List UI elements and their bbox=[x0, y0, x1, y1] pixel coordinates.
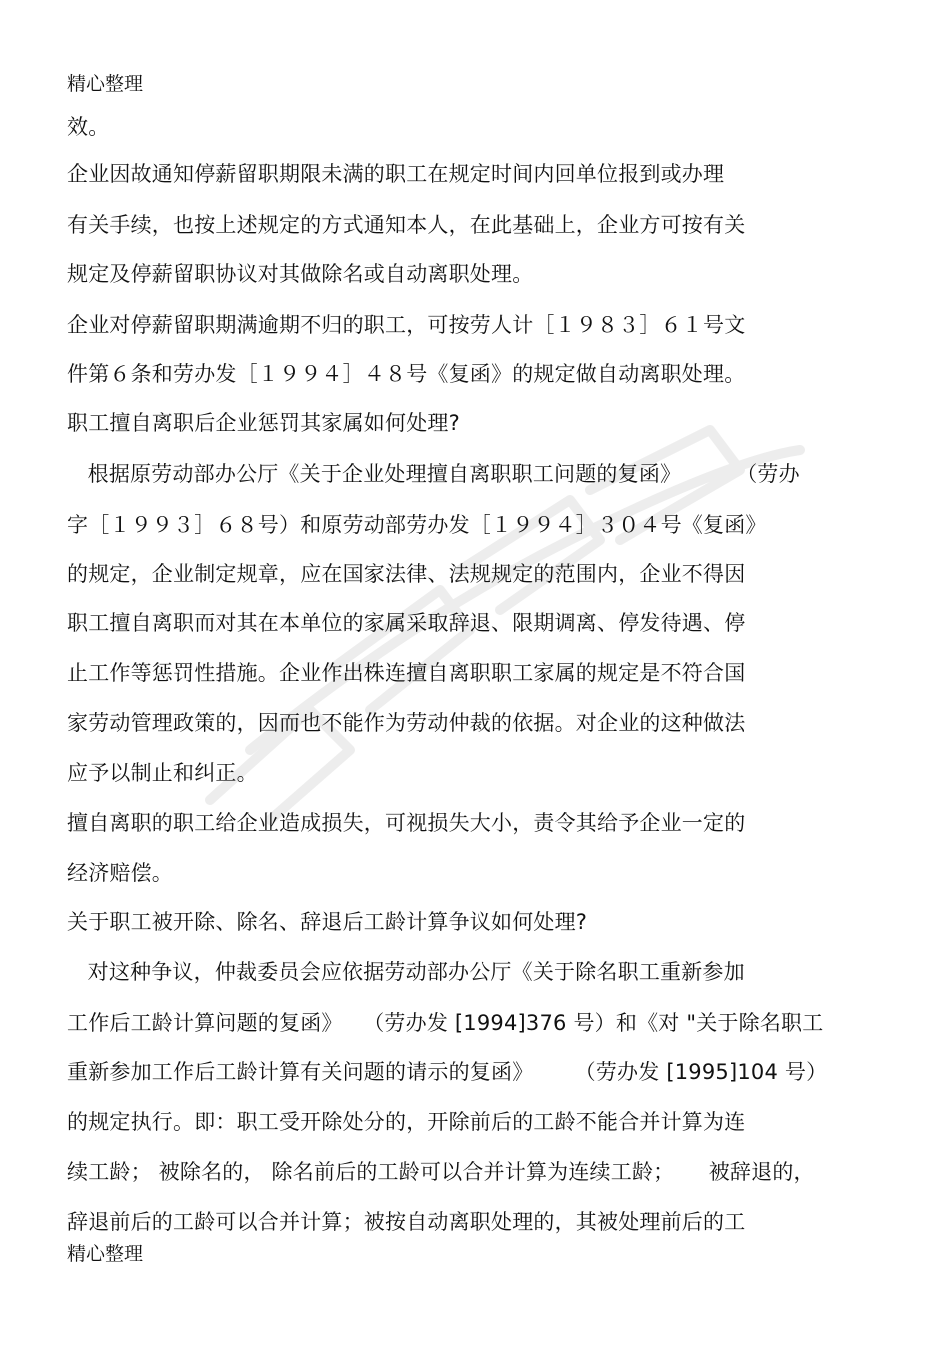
text-line: 应予以制止和纠正。 bbox=[67, 761, 258, 785]
page-header: 精心整理 bbox=[67, 73, 144, 95]
text-line: 企业因故通知停薪留职期限未满的职工在规定时间内回单位报到或办理 bbox=[67, 162, 725, 186]
text-line: 职工擅自离职而对其在本单位的家属采取辞退、限期调离、停发待遇、停 bbox=[67, 611, 746, 635]
text-line: 效。 bbox=[67, 115, 110, 139]
section-heading: 职工擅自离职后企业惩罚其家属如何处理? bbox=[67, 411, 460, 435]
page-footer: 精心整理 bbox=[67, 1243, 144, 1265]
text-line: 的规定，企业制定规章，应在国家法律、法规规定的范围内，企业不得因 bbox=[67, 562, 746, 586]
text-line: 擅自离职的职工给企业造成损失，可视损失大小，责令其给予企业一定的 bbox=[67, 811, 746, 835]
text-line: 重新参加工作后工龄计算有关问题的请示的复函》 （劳办发 [1995]104 号） bbox=[67, 1060, 828, 1084]
text-line: 工作后工龄计算问题的复函》 （劳办发 [1994]376 号）和《对 "关于除名职工 bbox=[67, 1011, 824, 1035]
text-line: 经济赔偿。 bbox=[67, 861, 173, 885]
text-line: 辞退前后的工龄可以合并计算；被按自动离职处理的，其被处理前后的工 bbox=[67, 1210, 746, 1234]
text-line: 件第６条和劳办发［１９９４］４８号《复函》的规定做自动离职处理。 bbox=[67, 362, 746, 386]
section-heading: 关于职工被开除、除名、辞退后工龄计算争议如何处理? bbox=[67, 910, 588, 934]
text-line: 根据原劳动部办公厅《关于企业处理擅自离职职工问题的复函》 （劳办 bbox=[67, 462, 800, 486]
text-line: 企业对停薪留职期满逾期不归的职工，可按劳人计［１９８３］６１号文 bbox=[67, 313, 746, 337]
text-line: 止工作等惩罚性措施。企业作出株连擅自离职职工家属的规定是不符合国 bbox=[67, 661, 746, 685]
text-line: 家劳动管理政策的，因而也不能作为劳动仲裁的依据。对企业的这种做法 bbox=[67, 711, 746, 735]
text-line: 的规定执行。即：职工受开除处分的，开除前后的工龄不能合并计算为连 bbox=[67, 1110, 746, 1134]
text-line: 有关手续，也按上述规定的方式通知本人，在此基础上，企业方可按有关 bbox=[67, 213, 746, 237]
text-line: 字［１９９３］６８号）和原劳动部劳办发［１９９４］３０４号《复函》 bbox=[67, 513, 767, 537]
text-line: 规定及停薪留职协议对其做除名或自动离职处理。 bbox=[67, 262, 534, 286]
text-line: 续工龄； 被除名的， 除名前后的工龄可以合并计算为连续工龄； 被辞退的， bbox=[67, 1160, 815, 1184]
text-line: 对这种争议，仲裁委员会应依据劳动部办公厅《关于除名职工重新参加 bbox=[67, 960, 745, 984]
